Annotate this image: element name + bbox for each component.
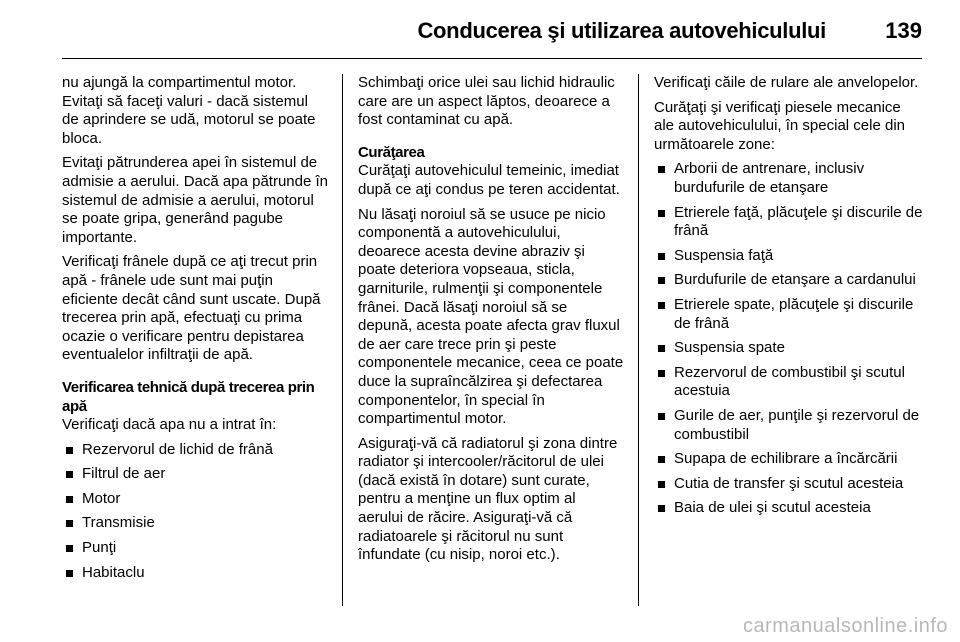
paragraph: Asiguraţi-vă că radiatorul şi zona dintre radiator şi intercooler/răcitorul de ulei (dacă există în dotare) sunt curate, pentru a menţine un flux optim al aerului de răcire. Asiguraţi-vă că radiatoarele şi răcitorul nu sunt înfundate (cu nisip, noroi etc.). <box>358 434 618 564</box>
column-divider <box>342 74 343 606</box>
list-item: Habitaclu <box>62 564 328 583</box>
header-divider <box>62 58 922 59</box>
square-bullet-icon <box>658 166 665 173</box>
square-bullet-icon <box>66 570 73 577</box>
list-item: Rezervorul de lichid de frână <box>62 441 328 460</box>
square-bullet-icon <box>658 302 665 309</box>
square-bullet-icon <box>658 505 665 512</box>
square-bullet-icon <box>66 545 73 552</box>
column-2 <box>358 74 624 571</box>
list-item: Suspensia spate <box>654 339 924 358</box>
paragraph: Curăţaţi şi verificaţi piesele mecanice ale autovehiculului, în special cele din următoarele zone: <box>654 98 905 153</box>
column-1 <box>62 74 328 588</box>
page-number: 139 <box>885 18 922 43</box>
paragraph: Schimbaţi orice ulei sau lichid hidraulic care are un aspect lăptos, deoarece a fost contaminat cu apă. <box>358 74 615 129</box>
square-bullet-icon <box>658 370 665 377</box>
list-item: Cutia de transfer şi scutul acesteia <box>654 475 924 494</box>
list-item: Rezervorul de combustibil şi scutul acestuia <box>654 364 924 401</box>
section-heading: Verificarea tehnică după trecerea prin apă <box>62 378 315 415</box>
square-bullet-icon <box>66 520 73 527</box>
list-item: Supapa de echilibrare a încărcării <box>654 450 924 469</box>
paragraph: Verificaţi căile de rulare ale anvelopelor. <box>654 74 919 91</box>
page-header <box>62 14 922 48</box>
list-item: Filtrul de aer <box>62 465 328 484</box>
list-item: Motor <box>62 490 328 509</box>
list-item: Burdufurile de etanşare a cardanului <box>654 271 924 290</box>
square-bullet-icon <box>658 456 665 463</box>
section-heading: Curăţarea <box>358 143 425 161</box>
paragraph: nu ajungă la compartimentul motor. Evitaţi să faceţi valuri - dacă sistemul de aprindere se udă, motorul se poate bloca. <box>62 74 316 147</box>
square-bullet-icon <box>658 277 665 284</box>
square-bullet-icon <box>658 413 665 420</box>
paragraph: Curăţaţi autovehiculul temeinic, imediat după ce aţi condus pe teren accidentat. <box>358 162 620 198</box>
bullet-list <box>654 160 924 518</box>
list-item: Punţi <box>62 539 328 558</box>
list-item: Etrierele spate, plăcuţele şi discurile de frână <box>654 296 924 333</box>
watermark: carmanualsonline.info <box>742 615 948 637</box>
square-bullet-icon <box>66 471 73 478</box>
list-item: Arborii de antrenare, inclusiv burdufurile de etanşare <box>654 160 924 197</box>
square-bullet-icon <box>66 496 73 503</box>
paragraph: Verificaţi frânele după ce aţi trecut prin apă - frânele ude sunt mai puţin eficiente decât când sunt uscate. După trecerea prin apă, efectuaţi cu prima ocazie o verificare pentru depistarea eventualelor infiltraţii de apă. <box>62 253 321 364</box>
square-bullet-icon <box>658 345 665 352</box>
list-item: Suspensia faţă <box>654 247 924 266</box>
square-bullet-icon <box>658 481 665 488</box>
list-item: Gurile de aer, punţile şi rezervorul de combustibil <box>654 407 924 444</box>
paragraph: Verificaţi dacă apa nu a intrat în: <box>62 416 277 434</box>
list-item: Etrierele faţă, plăcuţele şi discurile de frână <box>654 204 924 241</box>
paragraph: Evitaţi pătrunderea apei în sistemul de admisie a aerului. Dacă apa pătrunde în sistemul de admisie a aerului, motorul se poate gripa, generând pagube importante. <box>62 154 329 246</box>
list-item: Baia de ulei şi scutul acesteia <box>654 499 924 518</box>
section-title: Conducerea şi utilizarea autovehiculului <box>417 18 826 43</box>
square-bullet-icon <box>658 253 665 260</box>
bullet-list <box>62 441 328 583</box>
column-3 <box>654 74 924 524</box>
square-bullet-icon <box>658 210 665 217</box>
column-divider <box>638 74 639 606</box>
paragraph: Nu lăsaţi noroiul să se usuce pe nicio componentă a autovehiculului, deoarece acesta devine abraziv şi poate deteriora vopseaua, sticla, garniturile, rulmenţii şi componentele frânei. Dacă lăsaţi noroiul să se depună, acesta poate afecta grav fluxul de aer care trece prin şi peste componentele mecanice, ceea ce poate duce la supraîncălzirea şi defectarea componentelor, în special în compartimentul motor. <box>358 205 624 428</box>
list-item: Transmisie <box>62 514 328 533</box>
square-bullet-icon <box>66 447 73 454</box>
